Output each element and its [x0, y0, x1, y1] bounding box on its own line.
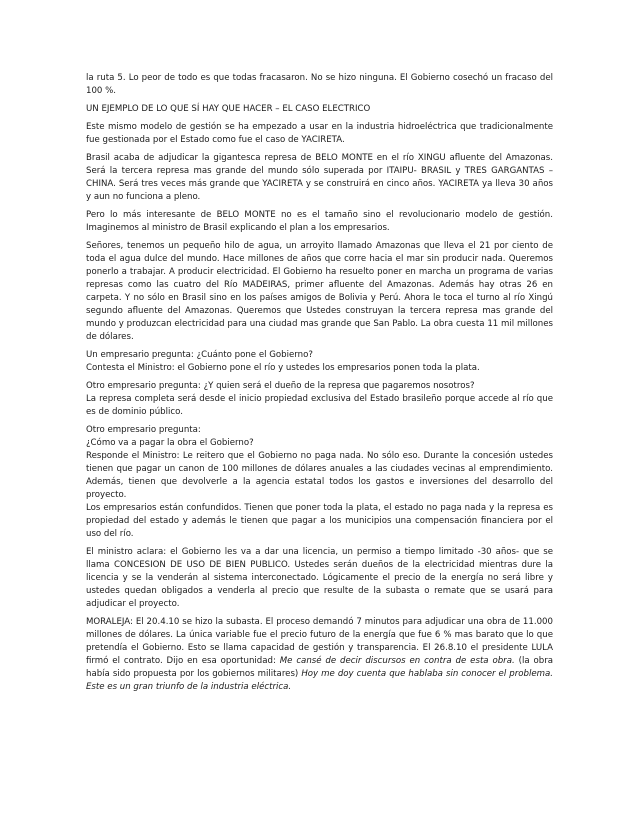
dialogue-line: Responde el Ministro: Le reitero que el Gobierno no paga nada. No sólo eso. Durante la concesión ustedes tienen que pagar un canon de 100 millones de dólares anuales a las ciudades vecinas al emprendimiento. Además, tienen que devolverle a la agencia estatal todos los gastos e inversiones del desarrollo del proyecto.: [86, 451, 553, 500]
lula-quote-1: Me cansé de decir discursos en contra de esta obra.: [279, 656, 515, 666]
dialogue-block-3: [86, 424, 553, 541]
document-page: [86, 72, 553, 699]
paragraph-senores: Señores, tenemos un pequeño hilo de agua, un arroyito llamado Amazonas que lleva el 21 por ciento de toda el agua dulce del mundo. Hace millones de años que corre hacia el mar sin producir nada. Queremos ponerlo a trabajar. A producir electricidad. El Gobierno ha resuelto poner en marcha un programa de varias represas como las cuatro del Río MADEIRAS, primer afluente del Amazonas. Además hay otras 26 en carpeta. Y no sólo en Brasil sino en los países amigos de Bolivia y Perú. Ahora le toca el turno al río Xingú segundo afluente del Amazonas. Queremos que Ustedes construyan la tercera represa mas grande del mundo y produzcan electricidad para una ciudad mas grande que San Pablo. La obra cuesta 11 mil millones de dólares.: [86, 241, 553, 342]
paragraph-intro: la ruta 5. Lo peor de todo es que todas fracasaron. No se hizo ninguna. El Gobierno cosechó un fracaso del 100 %.: [86, 73, 553, 96]
dialogue-line: ¿Cómo va a pagar la obra el Gobierno?: [86, 438, 254, 448]
dialogue-line: Contesta el Ministro: el Gobierno pone el río y ustedes los empresarios ponen toda la plata.: [86, 363, 480, 373]
dialogue-line: La represa completa será desde el inicio propiedad exclusiva del Estado brasileño porque accede al río que es de dominio público.: [86, 394, 553, 417]
paragraph-belo-monte: Brasil acaba de adjudicar la gigantesca represa de BELO MONTE en el río XINGU afluente del Amazonas. Será la tercera represa mas grande del mundo sólo superada por ITAIPU- BRASIL y TRES GARGANTAS – CHINA. Será tres veces más grande que YACIRETA y se construirá en cinco años. YACIRETA ya lleva 30 años y aun no funciona a pleno.: [86, 153, 553, 202]
dialogue-line: Un empresario pregunta: ¿Cuánto pone el Gobierno?: [86, 350, 313, 360]
moraleja-middle: (la obra había sido propuesta por los gobiernos militares): [86, 656, 554, 679]
paragraph-model: Este mismo modelo de gestión se ha empezado a usar en la industria hidroeléctrica que tradicionalmente fue gestionada por el Estado como fue el caso de YACIRETA.: [86, 122, 553, 145]
dialogue-line: Otro empresario pregunta:: [86, 425, 201, 435]
paragraph-minister-clarifies: El ministro aclara: el Gobierno les va a dar una licencia, un permiso a tiempo limitado -30 años- que se llama CONCESION DE USO DE BIEN PUBLICO. Ustedes serán dueños de la electricidad mientras dure la licencia y se la venderán al sistema interconectado. Lógicamente el precio de la energía no será libre y ustedes quedan obligados a venderla al precio que resulte de la subasta o remate que se usará para adjudicar el proyecto.: [86, 547, 553, 609]
dialogue-line: Los empresarios están confundidos. Tienen que poner toda la plata, el estado no paga nada y la represa es propiedad del estado y además le tienen que pagar a los municipios una compensación financiera por el uso del río.: [86, 503, 553, 539]
section-heading: UN EJEMPLO DE LO QUE SÍ HAY QUE HACER – EL CASO ELECTRICO: [86, 104, 371, 114]
paragraph-interesting: Pero lo más interesante de BELO MONTE no es el tamaño sino el revolucionario modelo de gestión. Imaginemos al ministro de Brasil explicando el plan a los empresarios.: [86, 210, 553, 233]
moraleja-text: MORALEJA: El 20.4.10 se hizo la subasta. El proceso demandó 7 minutos para adjudicar una obra de 11.000 millones de dólares. La única variable fue el precio futuro de la energía que fue 6 % mas barato que lo que pretendía el Gobierno. Esto se llama capacidad de gestión y transparencia. El 26.8.10 el presidente LULA firmó el contrato. Dijo en esa oportunidad:: [86, 617, 553, 666]
dialogue-block-1: [86, 349, 553, 375]
lula-quote-2: Hoy me doy cuenta que hablaba sin conocer el problema. Este es un gran triunfo de la industria eléctrica.: [86, 669, 553, 692]
dialogue-block-2: [86, 380, 553, 419]
paragraph-moraleja: [86, 616, 553, 694]
dialogue-line: Otro empresario pregunta: ¿Y quien será el dueño de la represa que pagaremos nosotros?: [86, 381, 475, 391]
